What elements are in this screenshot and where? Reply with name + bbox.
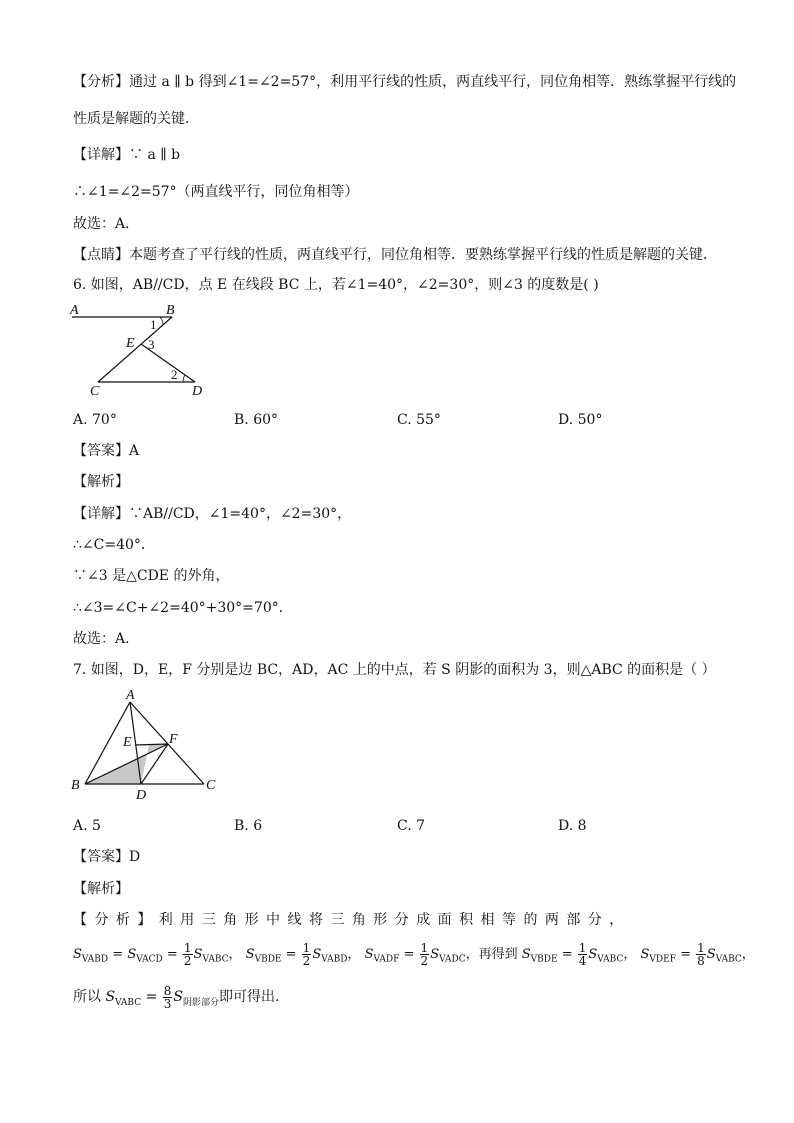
label-A: A bbox=[126, 688, 135, 703]
angle-1: 1 bbox=[150, 317, 157, 332]
q6-option-b: B. 60° bbox=[234, 412, 279, 428]
q6-jiexi: 【解析】 bbox=[73, 474, 129, 490]
q5-step1: ∴∠1=∠2=57°（两直线平行，同位角相等） bbox=[73, 184, 359, 200]
line-bc bbox=[98, 317, 172, 382]
angle-3: 3 bbox=[148, 337, 155, 352]
q7-figure bbox=[68, 688, 228, 804]
q5-comment: 【点睛】本题考查了平行线的性质，两直线平行，同位角相等．要熟练掌握平行线的性质是解题的关键． bbox=[73, 247, 717, 263]
label-C: C bbox=[206, 778, 216, 793]
q6-option-c: C. 55° bbox=[397, 412, 441, 428]
q6-option-d: D. 50° bbox=[558, 412, 603, 428]
q5-detail: 【详解】∵ a ∥ b bbox=[73, 147, 181, 163]
q6-figure bbox=[68, 302, 218, 398]
angle-2: 2 bbox=[171, 367, 178, 382]
q6-step2: ∵∠3 是△CDE 的外角， bbox=[73, 568, 230, 584]
q6-choose: 故选：A． bbox=[73, 631, 140, 647]
q7-option-a: A. 5 bbox=[73, 818, 101, 834]
q5-choose: 故选：A． bbox=[73, 216, 140, 232]
q7-analysis: 【 分 析 】 利 用 三 角 形 中 线 将 三 角 形 分 成 面 积 相 等 的 两 部 分 ， bbox=[73, 912, 625, 928]
q7-question: 7. 如图，D，E，F 分别是边 BC，AD，AC 上的中点，若 S 阴影的面积为 3，则△ABC 的面积是（ ） bbox=[73, 662, 716, 678]
q6-step1: ∴∠C=40°． bbox=[73, 537, 155, 553]
q7-formula-line: $S_{VABD} = S_{VACD}$ = $\frac{1}{2}$ $S_{VABC}$， $S_{VBDE}$ = $\frac{1}{2}$ $S_{VABD}$， $S_{VADF}$ = $\frac{1}{2}$ $S_{VADC}$，再得到 $S_{VBDE}$ = $\frac{1}{4}$ $S_{VABC}$， $S_{VDEF}$ = $\frac{1}{8}$ $S_{VABC}$， bbox=[73, 941, 755, 968]
label-E: E bbox=[126, 336, 135, 351]
q5-analysis: 【分析】通过 a ∥ b 得到∠1=∠2=57°，利用平行线的性质，两直线平行，同位角相等．熟练掌握平行线的 bbox=[73, 74, 737, 90]
q7-conclusion: 所以 $S_{VABC}$ = $\frac{8}{3}$ $S_{阴影部分}$即可得出. bbox=[73, 983, 280, 1011]
label-A: A bbox=[70, 303, 79, 318]
label-F: F bbox=[169, 732, 178, 747]
label-C: C bbox=[90, 384, 100, 398]
q7-option-d: D. 8 bbox=[558, 818, 587, 834]
label-D: D bbox=[192, 384, 203, 398]
q7-option-b: B. 6 bbox=[234, 818, 263, 834]
q7-jiexi: 【解析】 bbox=[73, 881, 129, 897]
label-E: E bbox=[123, 735, 132, 750]
q7-answer: 【答案】D bbox=[73, 849, 141, 865]
q6-answer: 【答案】A bbox=[73, 443, 140, 459]
q6-question: 6. 如图，AB//CD，点 E 在线段 BC 上，若∠1=40°，∠2=30°，则∠3 的度数是( ) bbox=[73, 277, 599, 293]
label-B: B bbox=[166, 303, 175, 318]
q5-analysis-cont: 性质是解题的关键． bbox=[73, 111, 199, 127]
q6-detail: 【详解】∵AB//CD，∠1=40°，∠2=30°， bbox=[73, 506, 352, 522]
label-D: D bbox=[136, 788, 147, 803]
q6-step3: ∴∠3=∠C+∠2=40°+30°=70°． bbox=[73, 600, 293, 616]
q6-option-a: A. 70° bbox=[73, 412, 117, 428]
q7-option-c: C. 7 bbox=[397, 818, 426, 834]
label-B: B bbox=[71, 778, 80, 793]
